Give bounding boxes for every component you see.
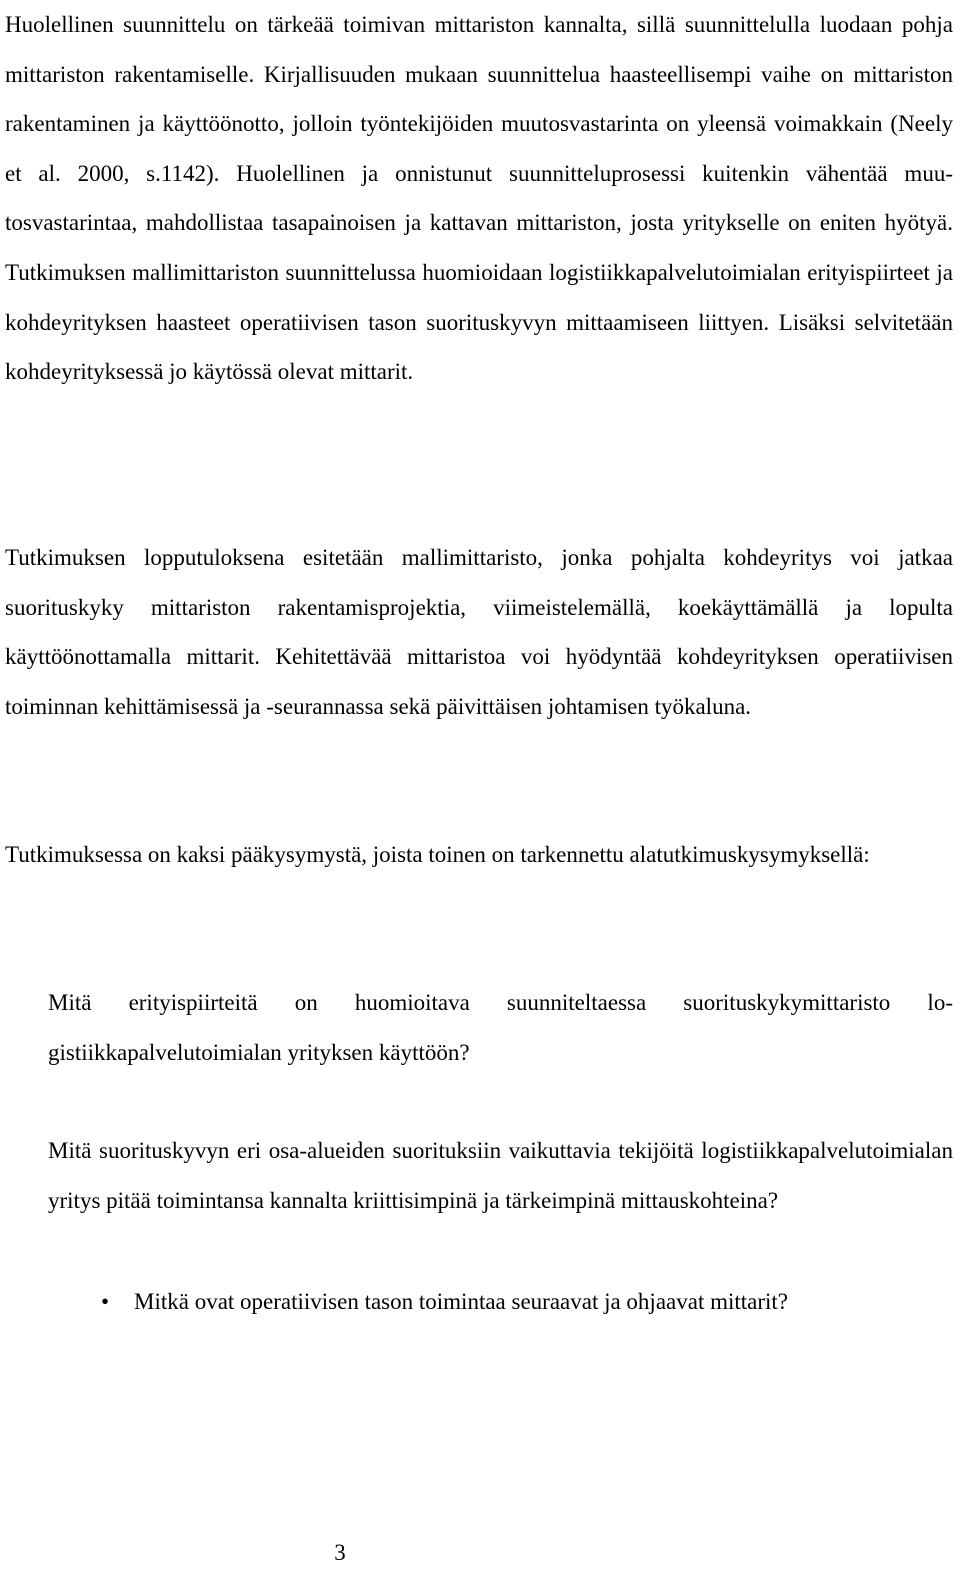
research-question-2: Mitä suorituskyvyn eri osa-alueiden suorituksiin vaikuttavia tekijöitä logistiikkapalvelutoimialan yritys pitää toimintansa kannalta kriittisimpinä ja tärkeimpinä mittauskohteina? xyxy=(48,1138,953,1213)
bullet-icon: • xyxy=(100,1289,110,1314)
sub-question-text: Mitkä ovat operatiivisen tason toimintaa seuraavat ja ohjaavat mittarit? xyxy=(134,1289,789,1314)
research-question-1: Mitä erityispiirteitä on huomioitava suunniteltaessa suorituskykymittaristo logistiikkapalvelutoimialan yrityksen käyttöön? xyxy=(48,990,953,1065)
body-paragraph-2: Tutkimuksen lopputuloksena esitetään mallimittaristo, jonka pohjalta kohdeyritys voi jatkaa suorituskyky mittariston rakentamisprojektia, viimeistelemällä, koekäyttämällä ja lopulta käyttöönottamalla mittarit. Kehitettävää mittaristoa voi hyödyntää kohdeyrityksen operatiivisen toiminnan kehittämisessä ja -seurannassa sekä päivittäisen johtamisen työkaluna. xyxy=(5,545,953,719)
page-number: 3 xyxy=(334,1540,346,1565)
body-paragraph-1: Huolellinen suunnittelu on tärkeää toimivan mittariston kannalta, sillä suunnittelulla luodaan pohja mittariston rakentamiselle. Kirjallisuuden mukaan suunnittelua haasteellisempi vaihe on mittariston rakentaminen ja käyttöönotto, jolloin työntekijöiden muutosvastarinta on yleensä voimakkain (Neely et al. 2000, s.1142). Huolellinen ja onnistunut suunnitteluprosessi kuitenkin vähentää muutosvastarintaa, mahdollistaa tasapainoisen ja kattavan mittariston, josta yritykselle on eniten hyötyä. Tutkimuksen mallimittariston suunnittelussa huomioidaan logistiikkapalvelutoimialan erityispiirteet ja kohdeyrityksen haasteet operatiivisen tason suorituskyvyn mittaamiseen liittyen. Lisäksi selvitetään kohdeyrityksessä jo käytössä olevat mittarit. xyxy=(5,12,953,385)
body-paragraph-3: Tutkimuksessa on kaksi pääkysymystä, joista toinen on tarkennettu alatutkimuskysymyksellä: xyxy=(5,842,870,867)
